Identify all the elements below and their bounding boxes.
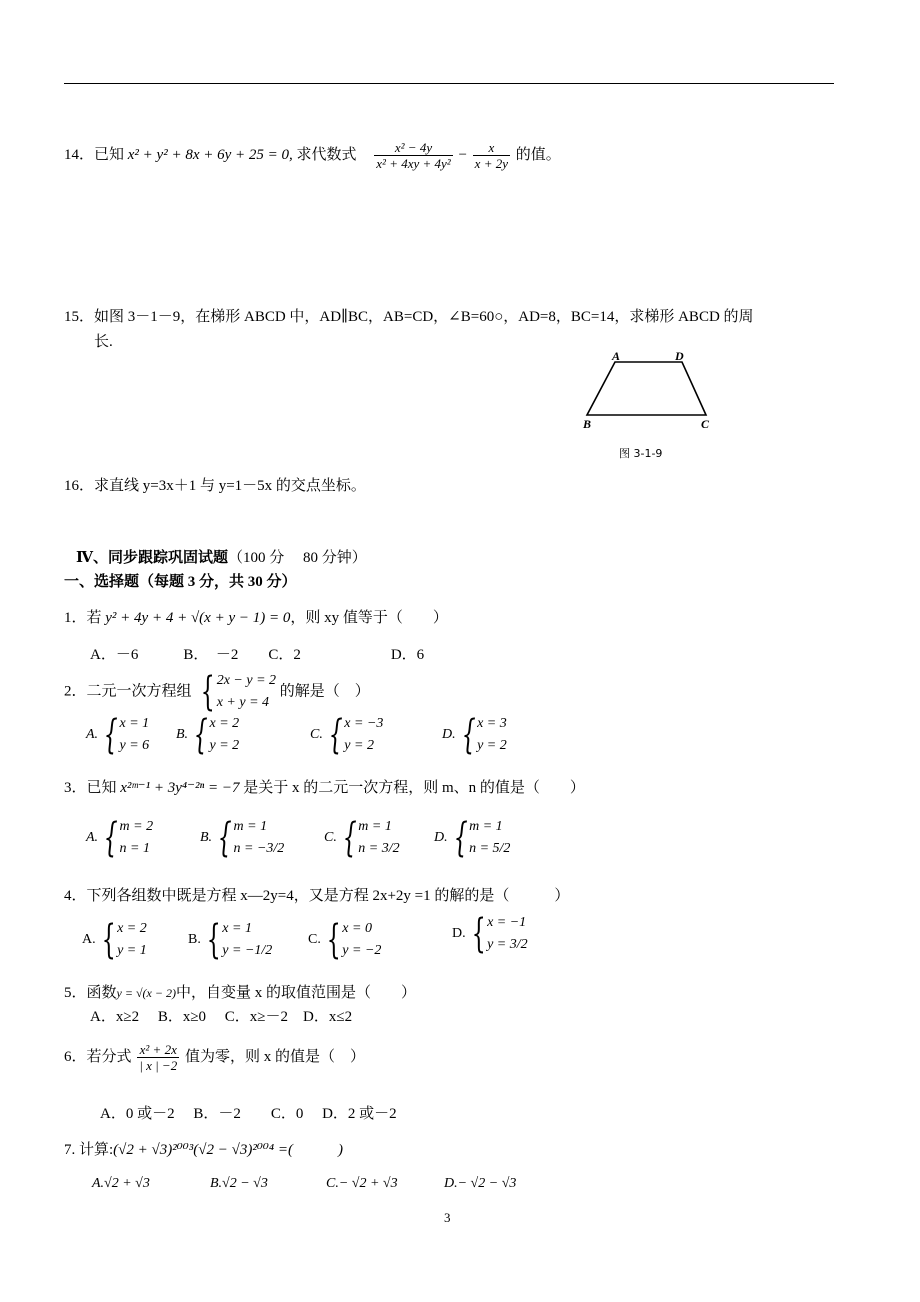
q14-frac2-den: x + 2y bbox=[474, 156, 508, 171]
q4-opt-b-r1: x = 1 bbox=[222, 921, 252, 936]
q2-opt-d-r2: y = 2 bbox=[477, 738, 507, 753]
q14-fraction-1 bbox=[374, 140, 452, 171]
q6-fraction bbox=[137, 1042, 179, 1073]
q5-options: A．x≥2 B．x≥0 C．x≥－2 D．x≤2 bbox=[90, 1009, 353, 1025]
brace-icon: { bbox=[326, 917, 341, 963]
q14-equation: x² + y² + 8x + 6y + 25 = 0, bbox=[127, 146, 293, 163]
q1-prefix: 1．若 bbox=[64, 610, 102, 626]
q3-suffix: 是关于 x 的二元一次方程，则 m、n 的值是（ ） bbox=[243, 780, 585, 796]
label-c: C bbox=[701, 417, 710, 431]
q14-frac1-num: x² − 4y bbox=[394, 140, 433, 155]
q6-prefix: 6．若分式 bbox=[64, 1048, 132, 1065]
q4-opt-c-r1: x = 0 bbox=[342, 921, 372, 936]
q4-opt-b-r2: y = −1/2 bbox=[222, 943, 273, 958]
q3-opt-c-letter: C. bbox=[324, 830, 337, 845]
q2-opt-c-letter: C. bbox=[310, 727, 323, 742]
q4-opt-a-letter: A. bbox=[82, 932, 96, 947]
brace-icon: { bbox=[206, 917, 221, 963]
q4-opt-b-letter: B. bbox=[188, 932, 201, 947]
q3-option-b bbox=[200, 816, 284, 860]
brace-icon: { bbox=[193, 712, 208, 758]
q3-opt-d-r1: m = 1 bbox=[469, 819, 503, 834]
q4-opt-a-r2: y = 1 bbox=[117, 943, 147, 958]
q2-opt-b-letter: B. bbox=[176, 727, 189, 742]
question-6 bbox=[64, 1042, 365, 1073]
q2-eq2: x + y = 4 bbox=[216, 695, 270, 710]
q15-line2: 长. bbox=[94, 334, 113, 350]
brace-icon: { bbox=[200, 669, 215, 715]
q2-system bbox=[195, 670, 276, 714]
q14-minus: − bbox=[458, 146, 467, 163]
brace-icon: { bbox=[103, 815, 118, 861]
q2-opt-a-r1: x = 1 bbox=[119, 716, 150, 731]
label-b: B bbox=[583, 417, 592, 431]
subsection-heading: 一、选择题（每题 3 分，共 30 分） bbox=[64, 574, 297, 590]
q1-options: A．－6 B． －2 C．2 D．6 bbox=[90, 647, 425, 663]
q4-opt-c-letter: C. bbox=[308, 932, 321, 947]
figure-caption: 图 3-1-9 bbox=[619, 447, 663, 460]
q3-opt-a-letter: A. bbox=[86, 830, 99, 845]
header-rule bbox=[64, 83, 834, 84]
trapezoid-shape bbox=[587, 362, 706, 415]
q7-option-a: A.√2 + √3 bbox=[92, 1176, 150, 1191]
q14-prefix: 14．已知 bbox=[64, 146, 125, 163]
question-16: 16．求直线 y=3x＋1 与 y=1－5x 的交点坐标。 bbox=[64, 478, 366, 494]
q3-option-c bbox=[324, 816, 400, 860]
brace-icon: { bbox=[328, 712, 343, 758]
q2-opt-d-r1: x = 3 bbox=[477, 716, 507, 731]
question-1 bbox=[64, 606, 448, 627]
brace-icon: { bbox=[103, 712, 118, 758]
q2-opt-b-r2: y = 2 bbox=[209, 738, 240, 753]
q4-opt-d-r1: x = −1 bbox=[487, 915, 527, 930]
q3-opt-a-r2: n = 1 bbox=[119, 841, 150, 856]
page-number: 3 bbox=[444, 1210, 451, 1225]
q2-opt-c-r1: x = −3 bbox=[344, 716, 384, 731]
q3-opt-a-r1: m = 2 bbox=[119, 819, 154, 834]
brace-icon: { bbox=[217, 815, 232, 861]
q2-option-b bbox=[176, 713, 239, 757]
q6-num: x² + 2x bbox=[139, 1042, 177, 1057]
q4-option-c bbox=[308, 918, 381, 962]
q4-opt-a-r1: x = 2 bbox=[117, 921, 147, 936]
q2-suffix: 的解是（ ） bbox=[279, 683, 370, 700]
section-title: Ⅳ、同步跟踪巩固试题 bbox=[76, 550, 229, 566]
q3-option-d bbox=[434, 816, 510, 860]
q1-suffix: ，则 xy 值等于（ ） bbox=[290, 610, 448, 626]
question-3 bbox=[64, 776, 585, 797]
q4-opt-d-letter: D. bbox=[452, 926, 466, 941]
q3-opt-b-r2: n = −3/2 bbox=[233, 841, 285, 856]
q4-option-a bbox=[82, 918, 147, 962]
section-heading bbox=[76, 546, 367, 567]
label-a: A bbox=[612, 349, 621, 363]
q2-option-d bbox=[442, 713, 507, 757]
q3-opt-d-letter: D. bbox=[434, 830, 448, 845]
q2-opt-a-letter: A. bbox=[86, 727, 99, 742]
q2-opt-d-letter: D. bbox=[442, 727, 456, 742]
section-info: （100 分 80 分钟） bbox=[228, 550, 367, 566]
q14-frac2-num: x bbox=[488, 140, 495, 155]
q2-eq1: 2x − y = 2 bbox=[216, 673, 277, 688]
question-4: 4．下列各组数中既是方程 x—2y=4，又是方程 2x+2y =1 的解的是（ ） bbox=[64, 888, 570, 904]
q4-option-b bbox=[188, 918, 272, 962]
trapezoid-figure bbox=[578, 345, 718, 465]
brace-icon: { bbox=[101, 917, 116, 963]
q14-suffix: 的值。 bbox=[515, 146, 561, 163]
q2-prefix: 2．二元一次方程组 bbox=[64, 683, 192, 700]
q2-option-c bbox=[310, 713, 383, 757]
q6-suffix: 值为零，则 x 的值是（ ） bbox=[184, 1048, 365, 1065]
q15-line1: 15．如图 3－1－9，在梯形 ABCD 中，AD∥BC，AB=CD，∠B=60○，AD=8，BC=14，求梯形 ABCD 的周 bbox=[64, 309, 754, 325]
q7-option-b: B.√2 − √3 bbox=[210, 1176, 268, 1191]
question-2 bbox=[64, 670, 370, 714]
q2-opt-c-r2: y = 2 bbox=[344, 738, 374, 753]
q4-opt-d-r2: y = 3/2 bbox=[487, 937, 528, 952]
q14-mid: 求代数式 bbox=[296, 146, 357, 163]
brace-icon: { bbox=[342, 815, 357, 861]
q5-suffix: 中，自变量 x 的取值范围是（ ） bbox=[175, 985, 416, 1001]
q5-expression: y = √(x − 2) bbox=[116, 986, 176, 1000]
q3-opt-b-letter: B. bbox=[200, 830, 213, 845]
q7-option-c: C.− √2 + √3 bbox=[326, 1176, 398, 1191]
q2-opt-b-r1: x = 2 bbox=[209, 716, 240, 731]
q3-expression: x²ᵐ⁻¹ + 3y⁴⁻²ⁿ = −7 bbox=[120, 780, 240, 796]
question-5 bbox=[64, 981, 416, 1002]
brace-icon: { bbox=[471, 911, 486, 957]
q4-opt-c-r2: y = −2 bbox=[342, 943, 382, 958]
q4-option-d bbox=[452, 912, 528, 956]
question-14 bbox=[64, 140, 561, 171]
label-d: D bbox=[675, 349, 684, 363]
q3-opt-b-r1: m = 1 bbox=[233, 819, 268, 834]
q7-expression: (√2 + √3)²⁰⁰³(√2 − √3)²⁰⁰⁴ =( ) bbox=[113, 1142, 343, 1158]
brace-icon: { bbox=[453, 815, 468, 861]
q5-prefix: 5．函数 bbox=[64, 985, 117, 1001]
q3-opt-c-r1: m = 1 bbox=[358, 819, 392, 834]
q14-fraction-2 bbox=[473, 140, 510, 171]
q3-opt-d-r2: n = 5/2 bbox=[469, 841, 511, 856]
q1-expression: y² + 4y + 4 + √(x + y − 1) = 0 bbox=[105, 610, 291, 626]
q2-option-a bbox=[86, 713, 149, 757]
q2-opt-a-r2: y = 6 bbox=[119, 738, 150, 753]
q6-den: | x | −2 bbox=[139, 1058, 178, 1073]
q6-options: A．0 或－2 B．－2 C．0 D．2 或－2 bbox=[100, 1106, 397, 1122]
q14-frac1-den: x² + 4xy + 4y² bbox=[376, 156, 451, 171]
brace-icon: { bbox=[461, 712, 476, 758]
question-7 bbox=[64, 1138, 343, 1159]
q7-prefix: 7. 计算: bbox=[64, 1142, 114, 1158]
q7-option-d: D.− √2 − √3 bbox=[444, 1176, 517, 1191]
q3-option-a bbox=[86, 816, 153, 860]
q3-prefix: 3．已知 bbox=[64, 780, 117, 796]
q3-opt-c-r2: n = 3/2 bbox=[358, 841, 400, 856]
